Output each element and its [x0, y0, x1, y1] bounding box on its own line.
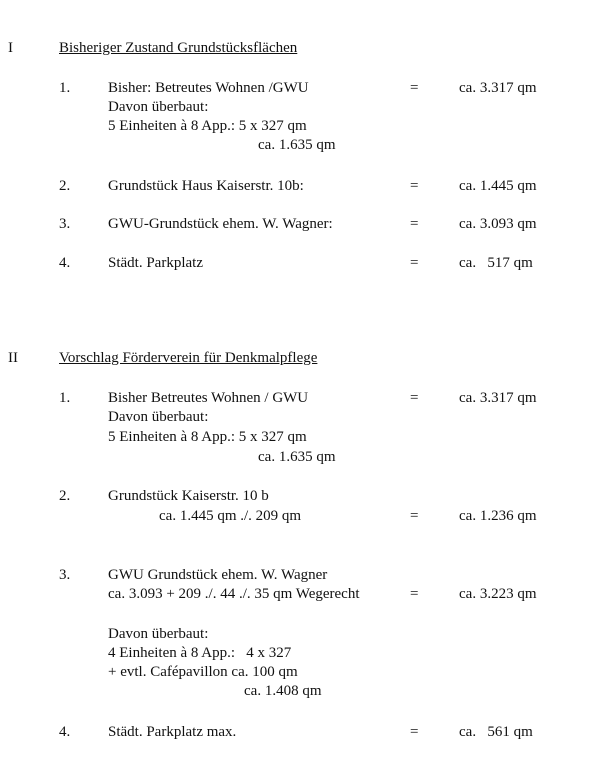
item-number: 1.	[59, 80, 71, 96]
equals-sign: =	[410, 178, 419, 194]
equals-sign: =	[410, 390, 419, 406]
area-value: ca. 3.317 qm	[459, 390, 537, 406]
section-numeral: II	[8, 350, 18, 366]
item-text: Grundstück Kaiserstr. 10 b	[108, 488, 269, 504]
item-number: 3.	[59, 216, 71, 232]
area-value: ca. 3.317 qm	[459, 80, 537, 96]
item-number: 1.	[59, 390, 71, 406]
area-value: ca. 1.236 qm	[459, 508, 537, 524]
item-subtotal: ca. 1.635 qm	[258, 449, 336, 465]
equals-sign: =	[410, 216, 419, 232]
area-value: ca. 1.445 qm	[459, 178, 537, 194]
equals-sign: =	[410, 80, 419, 96]
equals-sign: =	[410, 508, 419, 524]
item-number: 3.	[59, 567, 71, 583]
item-calculation: ca. 1.445 qm ./. 209 qm	[159, 508, 302, 524]
item-text: + evtl. Cafépavillon ca. 100 qm	[108, 664, 298, 680]
equals-sign: =	[410, 724, 419, 740]
item-text: Städt. Parkplatz max.	[108, 724, 237, 740]
item-text: Grundstück Haus Kaiserstr. 10b:	[108, 178, 304, 194]
area-value: ca. 561 qm	[459, 724, 533, 740]
item-text: Bisher Betreutes Wohnen / GWU	[108, 390, 309, 406]
item-text: 5 Einheiten à 8 App.: 5 x 327 qm	[108, 429, 307, 445]
item-calculation: ca. 3.093 + 209 ./. 44 ./. 35 qm Wegerecht	[108, 586, 360, 602]
equals-sign: =	[410, 586, 419, 602]
item-number: 2.	[59, 488, 71, 504]
area-value: ca. 3.223 qm	[459, 586, 537, 602]
item-number: 4.	[59, 255, 71, 271]
section-heading: Vorschlag Förderverein für Denkmalpflege	[59, 350, 318, 366]
item-number: 4.	[59, 724, 71, 740]
section-heading: Bisheriger Zustand Grundstücksflächen	[59, 40, 298, 56]
item-text: GWU Grundstück ehem. W. Wagner	[108, 567, 328, 583]
item-text: 5 Einheiten à 8 App.: 5 x 327 qm	[108, 118, 307, 134]
area-value: ca. 517 qm	[459, 255, 533, 271]
item-subtotal: ca. 1.408 qm	[244, 683, 322, 699]
item-text: GWU-Grundstück ehem. W. Wagner:	[108, 216, 333, 232]
area-value: ca. 3.093 qm	[459, 216, 537, 232]
equals-sign: =	[410, 255, 419, 271]
section-numeral: I	[8, 40, 13, 56]
item-subtotal: ca. 1.635 qm	[258, 137, 336, 153]
item-text: Davon überbaut:	[108, 409, 209, 425]
item-text: Bisher: Betreutes Wohnen /GWU	[108, 80, 309, 96]
item-number: 2.	[59, 178, 71, 194]
item-text: Davon überbaut:	[108, 626, 209, 642]
item-text: 4 Einheiten à 8 App.: 4 x 327	[108, 645, 292, 661]
item-text: Städt. Parkplatz	[108, 255, 203, 271]
item-text: Davon überbaut:	[108, 99, 209, 115]
